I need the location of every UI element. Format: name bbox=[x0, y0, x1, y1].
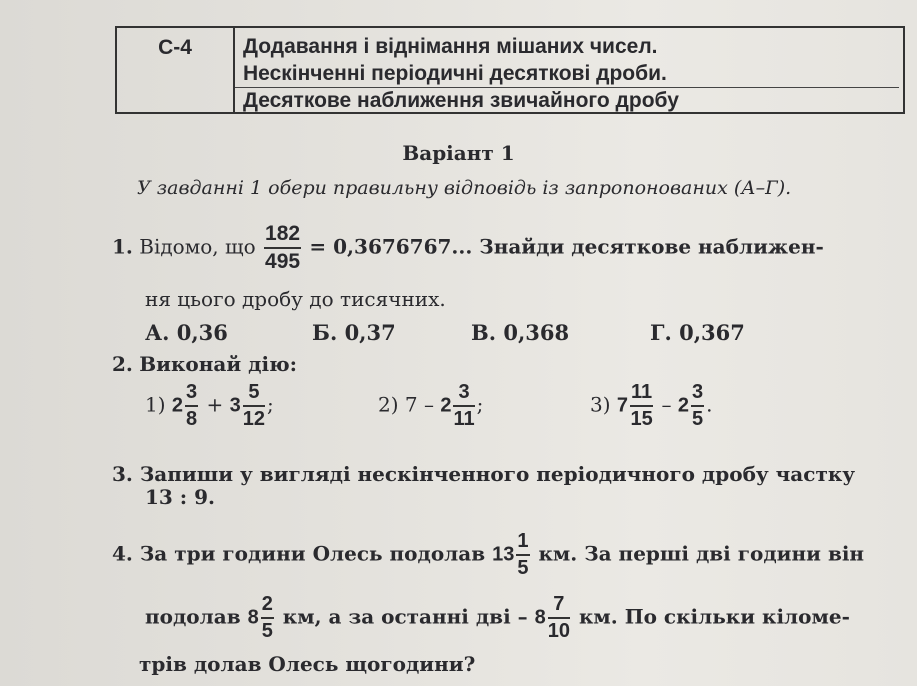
numerator: 182 bbox=[264, 222, 301, 249]
denominator: 5 bbox=[517, 557, 529, 579]
fraction bbox=[630, 381, 653, 431]
task-text: За три години Олесь подолав bbox=[139, 541, 486, 566]
fraction bbox=[691, 381, 704, 431]
expression-label: 3) bbox=[590, 392, 611, 417]
task-text: Відомо, що bbox=[139, 234, 256, 259]
expression-1 bbox=[145, 381, 274, 431]
whole-part: 2 bbox=[171, 394, 184, 417]
task-text: Запиши у вигляді нескінченного періодичного дробу частку bbox=[139, 462, 856, 486]
answer-option-b: Б. 0,37 bbox=[312, 320, 396, 345]
task-number: 2. bbox=[112, 352, 133, 376]
numerator: 7 bbox=[548, 593, 570, 619]
fraction bbox=[548, 593, 570, 643]
whole-part: 7 bbox=[616, 394, 629, 417]
task-1-line-2: ня цього дробу до тисячних. bbox=[145, 287, 446, 311]
task-3-line-1 bbox=[112, 462, 855, 486]
numerator: 2 bbox=[261, 593, 274, 619]
denominator: 12 bbox=[242, 408, 265, 430]
whole-part: 8 bbox=[534, 606, 546, 629]
task-2-heading bbox=[112, 352, 297, 376]
task-4-line-2 bbox=[145, 593, 850, 643]
numerator: 11 bbox=[630, 381, 653, 407]
task-number: 1. bbox=[112, 234, 133, 259]
variant-heading: Варіант 1 bbox=[402, 141, 515, 165]
operator: + bbox=[206, 392, 224, 417]
whole-part: 2 bbox=[440, 394, 452, 417]
expression-label: 2) bbox=[378, 392, 399, 417]
punctuation: ; bbox=[476, 392, 484, 417]
fraction bbox=[243, 381, 265, 431]
answer-option-d: Г. 0,367 bbox=[650, 320, 745, 345]
denominator: 11 bbox=[453, 408, 475, 430]
numerator: 3 bbox=[185, 381, 198, 407]
fraction bbox=[261, 593, 274, 643]
task-text: Виконай дію: bbox=[139, 352, 297, 376]
instruction-text: У завданні 1 обери правильну відповідь із запропонованих (А–Г). bbox=[137, 177, 792, 199]
task-text: км. За перші дві години він bbox=[538, 541, 865, 566]
denominator: 10 bbox=[547, 620, 570, 642]
denominator: 5 bbox=[261, 620, 273, 642]
task-text: км, а за останні дві – bbox=[282, 604, 528, 629]
fraction bbox=[453, 381, 474, 431]
expression-3 bbox=[590, 381, 713, 431]
fraction bbox=[264, 222, 301, 274]
answer-option-c: В. 0,368 bbox=[471, 320, 570, 345]
section-code: С-4 bbox=[117, 28, 235, 112]
numerator: 1 bbox=[516, 530, 529, 556]
numerator: 5 bbox=[243, 381, 265, 407]
denominator: 8 bbox=[186, 408, 198, 430]
whole-part: 2 bbox=[677, 394, 690, 417]
answer-option-a: А. 0,36 bbox=[145, 320, 228, 345]
task-text: км. По скільки кіломе- bbox=[578, 604, 850, 629]
punctuation: . bbox=[706, 392, 713, 417]
task-number: 3. bbox=[112, 462, 133, 486]
whole-part: 8 bbox=[247, 606, 259, 629]
fraction bbox=[516, 530, 529, 580]
section-header bbox=[115, 26, 905, 114]
denominator: 495 bbox=[265, 250, 301, 273]
expression-text: 7 – bbox=[404, 392, 434, 417]
operator: – bbox=[661, 392, 672, 417]
expression-2 bbox=[378, 381, 483, 431]
task-3-line-2: 13 : 9. bbox=[145, 485, 216, 509]
title-divider bbox=[235, 87, 899, 88]
fraction bbox=[185, 381, 198, 431]
denominator: 15 bbox=[630, 408, 653, 430]
task-4-line-3: трів долав Олесь щогодини? bbox=[139, 652, 476, 676]
section-title bbox=[243, 33, 897, 114]
expression-label: 1) bbox=[145, 392, 166, 417]
section-title-line: Десяткове наближення звичайного дробу bbox=[243, 89, 679, 112]
task-text: подолав bbox=[145, 604, 241, 629]
punctuation: ; bbox=[267, 392, 274, 417]
task-1-line-1 bbox=[112, 222, 824, 274]
denominator: 5 bbox=[692, 408, 704, 430]
whole-part: 3 bbox=[229, 394, 241, 417]
section-title-line: Нескінченні періодичні десяткові дроби. bbox=[243, 62, 667, 85]
task-text: = 0,3676767... Знайди десяткове наближен- bbox=[309, 234, 824, 259]
numerator: 3 bbox=[691, 381, 704, 407]
numerator: 3 bbox=[453, 381, 474, 407]
task-number: 4. bbox=[112, 541, 133, 566]
whole-part: 13 bbox=[492, 543, 515, 566]
task-4-line-1 bbox=[112, 530, 864, 580]
section-title-line: Додавання і віднімання мішаних чисел. bbox=[243, 35, 658, 58]
